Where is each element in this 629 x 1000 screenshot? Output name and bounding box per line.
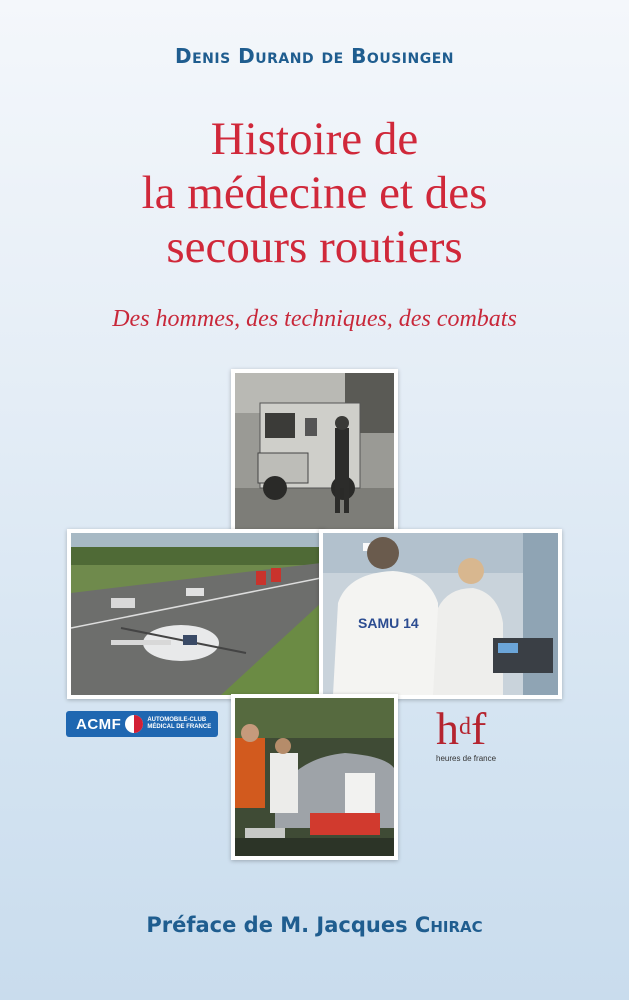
accident-rescue-photo [231,694,398,860]
book-subtitle: Des hommes, des techniques, des combats [112,306,517,332]
acmf-abbr: ACMF [76,715,122,733]
preface-prefix: Préface de M. Jacques [146,913,415,937]
acmf-emblem-icon [125,715,143,733]
author-name: Denis Durand de Bousingen [175,44,454,68]
title-line-1: Histoire de [210,113,419,165]
title-line-2: la médecine et des [141,167,488,219]
hdf-monogram: $h^df$ [436,703,487,754]
acmf-logo [66,711,218,737]
vintage-ambulance-photo [231,369,398,534]
helicopter-highway-photo [67,529,325,699]
samu-medics-photo [319,529,562,699]
samu-label: SAMU 14 [358,615,419,631]
acmf-fullname [147,717,211,731]
book-title [20,112,609,274]
publisher-logo [436,703,516,776]
preface-credit [0,913,629,937]
preface-name: Chirac [414,913,483,937]
acmf-line-2: MÉDICAL DE FRANCE [147,724,212,730]
title-line-3: secours routiers [166,221,463,273]
publisher-name: heures de france [436,754,497,763]
acmf-line-1: AUTOMOBILE-CLUB [147,717,207,723]
